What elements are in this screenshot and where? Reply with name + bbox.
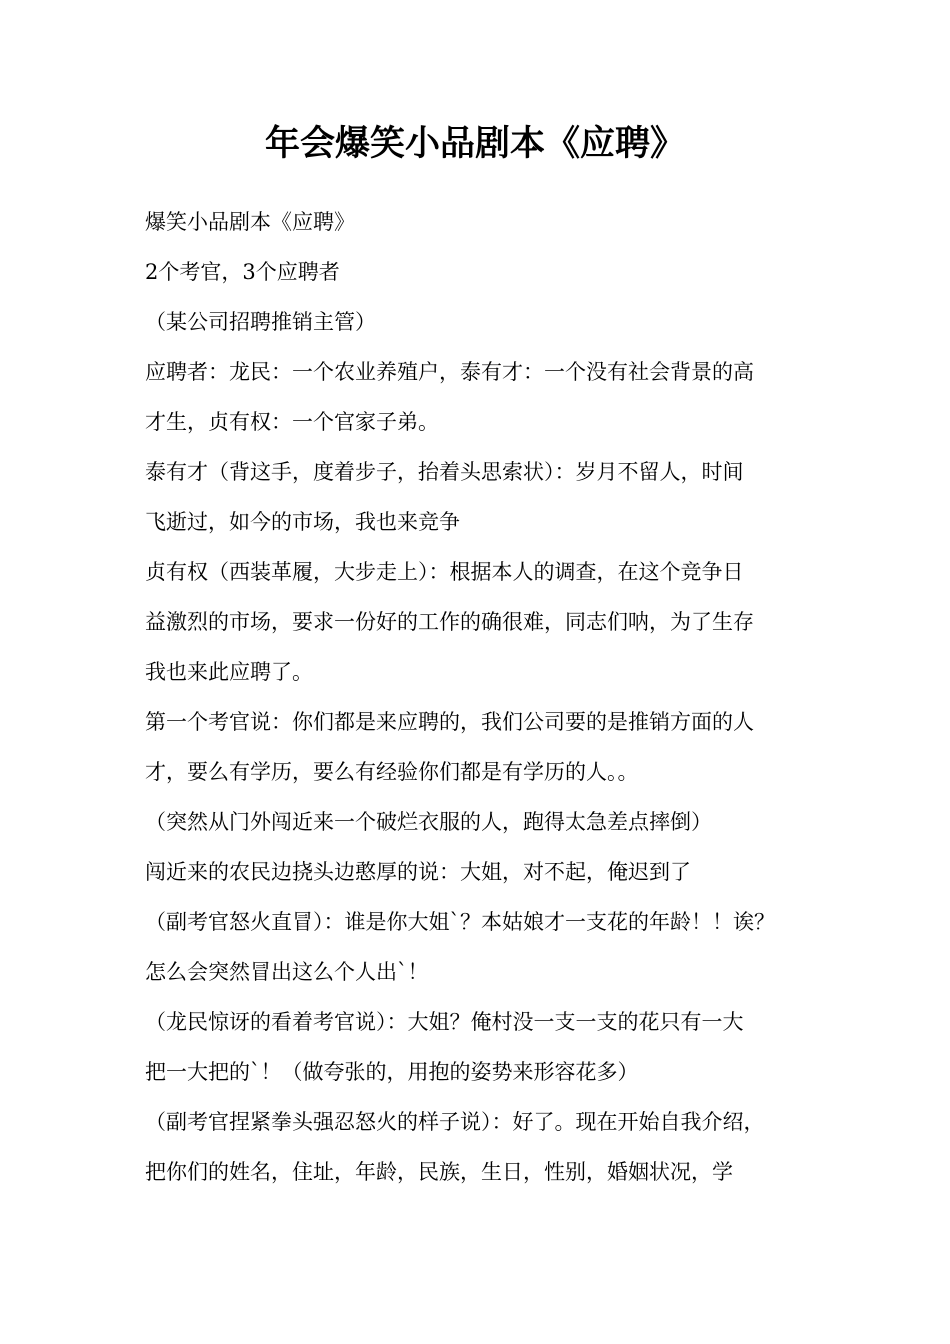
text-line: （副考官怒火直冒）：谁是你大姐`？本姑娘才一支花的年龄！！诶？ [145, 910, 775, 934]
text-line: 爆笑小品剧本《应聘》 [145, 210, 355, 234]
text-line: 才生，贞有权：一个官家子弟。 [145, 410, 439, 434]
text-line: 把一大把的`！（做夸张的，用抱的姿势来形容花多） [145, 1060, 639, 1084]
text-line: 闯近来的农民边挠头边憨厚的说：大姐，对不起，俺迟到了 [145, 860, 691, 884]
text-line: 飞逝过，如今的市场，我也来竞争 [145, 510, 460, 534]
document-title: 年会爆笑小品剧本《应聘》 [264, 123, 685, 164]
text-line: （副考官捏紧拳头强忍怒火的样子说）：好了。现在开始自我介绍， [145, 1110, 765, 1134]
text-line: 泰有才（背这手，度着步子，抬着头思索状）：岁月不留人，时间 [145, 460, 744, 484]
text-line: 把你们的姓名，住址，年龄，民族，生日，性别，婚姻状况，学 [145, 1160, 733, 1184]
document-body [145, 197, 835, 1197]
text-line: （突然从门外闯近来一个破烂衣服的人，跑得太急差点摔倒） [145, 810, 712, 834]
text-line: 才，要么有学历，要么有经验你们都是有学历的人。。 [145, 760, 639, 784]
text-line: 第一个考官说：你们都是来应聘的，我们公司要的是推销方面的人 [145, 710, 754, 734]
text-line: 益激烈的市场，要求一份好的工作的确很难，同志们呐，为了生存 [145, 610, 754, 634]
text-line: （龙民惊讶的看着考官说）：大姐？俺村没一支一支的花只有一大 [145, 1010, 744, 1034]
text-line: 贞有权（西装革履，大步走上）：根据本人的调查，在这个竞争日 [145, 560, 744, 584]
text-line: 我也来此应聘了。 [145, 660, 313, 684]
text-line: （某公司招聘推销主管） [145, 310, 376, 334]
text-line: 应聘者：龙民：一个农业养殖户，泰有才：一个没有社会背景的高 [145, 360, 754, 384]
text-line: 怎么会突然冒出这么个人出`！ [145, 960, 429, 984]
text-line: 2个考官，3个应聘者 [145, 260, 340, 284]
